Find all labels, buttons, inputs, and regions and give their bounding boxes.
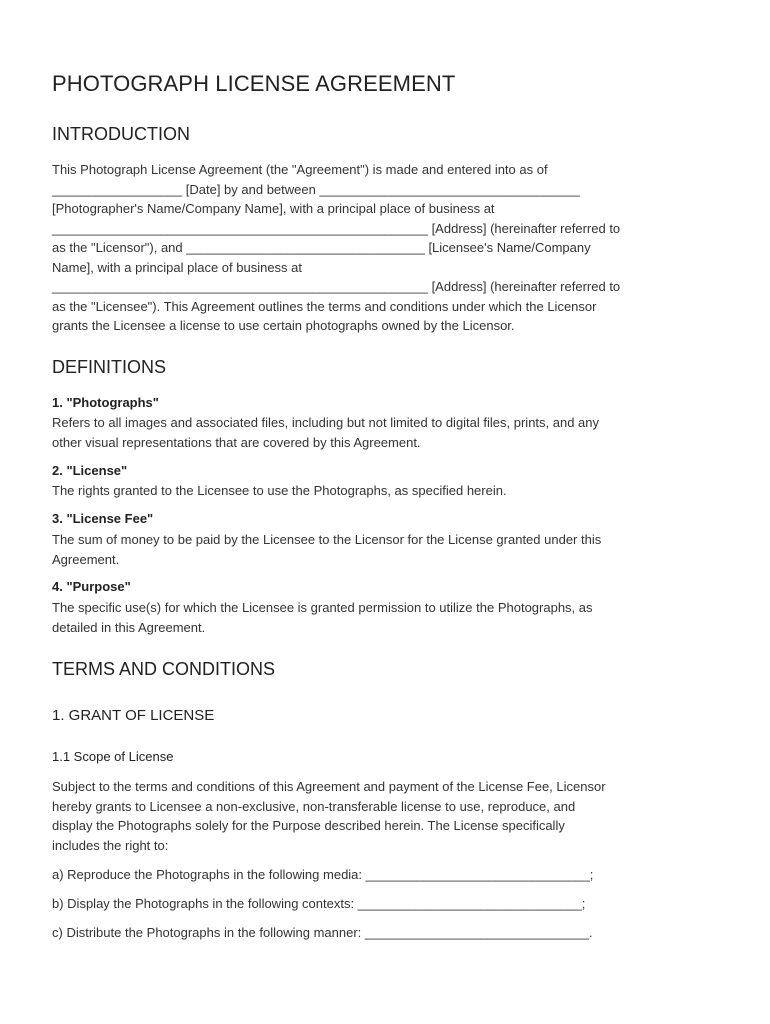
introduction-line: This Photograph License Agreement (the "Agreement") is made and entered into as of — [52, 162, 548, 177]
introduction-line: [Photographer's Name/Company Name], with a principal place of business at — [52, 201, 495, 216]
introduction-line: grants the Licensee a license to use certain photographs owned by the Licensor. — [52, 318, 515, 333]
definition-text-purpose — [52, 598, 724, 637]
definition-line: The sum of money to be paid by the Licensee to the Licensor for the License granted under this — [52, 532, 602, 547]
scope-line: display the Photographs solely for the Purpose described herein. The License specifically — [52, 818, 565, 833]
scope-line: hereby grants to Licensee a non-exclusive, non-transferable license to use, reproduce, and — [52, 798, 576, 814]
definition-term-license: 2. "License" — [52, 463, 128, 478]
introduction-line: Name], with a principal place of business at — [52, 259, 303, 275]
definition-term-license-fee: 3. "License Fee" — [52, 511, 154, 526]
definition-term-photographs: 1. "Photographs" — [52, 395, 159, 410]
introduction-line: as the "Licensee"). This Agreement outlines the terms and conditions under which the Licensor — [52, 298, 597, 314]
definitions-heading: DEFINITIONS — [52, 357, 167, 377]
introduction-line: ____________________________________________________ [Address] (hereinafter referred to — [52, 220, 621, 236]
definition-line: The specific use(s) for which the Licensee is granted permission to utilize the Photographs, as — [52, 600, 593, 615]
right-display: b) Display the Photographs in the following contexts: _______________________________; — [52, 896, 586, 911]
scope-line: Subject to the terms and conditions of this Agreement and payment of the License Fee, Licensor — [52, 779, 606, 794]
definition-text-license — [52, 481, 724, 501]
introduction-line: ____________________________________________________ [Address] (hereinafter referred to — [52, 279, 621, 294]
right-distribute: c) Distribute the Photographs in the following manner: _______________________________. — [52, 925, 593, 940]
definition-text-photographs — [52, 413, 724, 452]
scope-of-license-heading: 1.1 Scope of License — [52, 749, 174, 764]
introduction-line: as the "Licensor"), and _________________________________ [Licensee's Name/Company — [52, 240, 591, 255]
document-title: PHOTOGRAPH LICENSE AGREEMENT — [52, 71, 456, 96]
definition-line: Agreement. — [52, 551, 120, 567]
definition-line: The rights granted to the Licensee to use the Photographs, as specified herein. — [52, 483, 507, 498]
grant-of-license-heading: 1. GRANT OF LICENSE — [52, 707, 215, 724]
terms-heading: TERMS AND CONDITIONS — [52, 659, 276, 679]
definition-line: other visual representations that are covered by this Agreement. — [52, 434, 421, 450]
introduction-paragraph — [52, 160, 724, 336]
definition-text-license-fee — [52, 530, 724, 569]
introduction-heading: INTRODUCTION — [52, 124, 190, 144]
right-reproduce: a) Reproduce the Photographs in the following media: _______________________________; — [52, 867, 594, 882]
scope-of-license-paragraph — [52, 777, 724, 855]
introduction-line: __________________ [Date] by and between ____________________________________ — [52, 181, 580, 197]
scope-line: includes the right to: — [52, 837, 169, 853]
definition-line: Refers to all images and associated files, including but not limited to digital files, prints, and any — [52, 415, 600, 430]
definition-line: detailed in this Agreement. — [52, 619, 206, 635]
definition-term-purpose: 4. "Purpose" — [52, 579, 131, 594]
